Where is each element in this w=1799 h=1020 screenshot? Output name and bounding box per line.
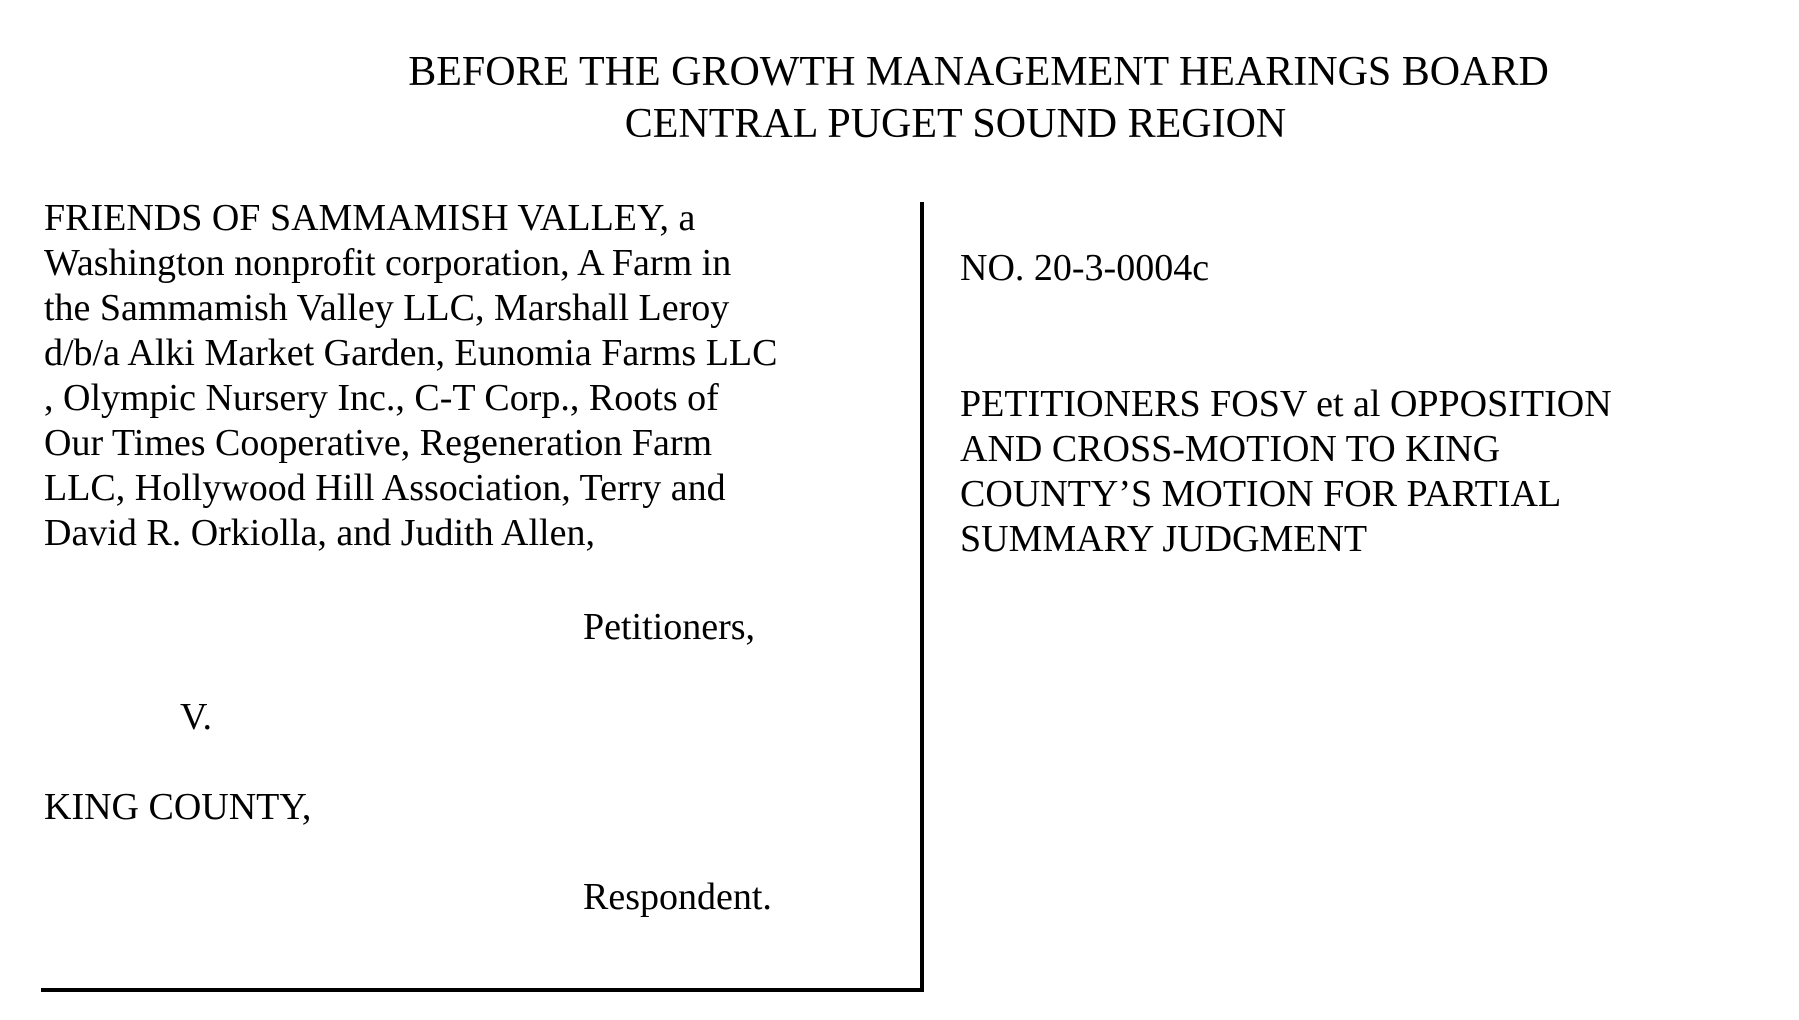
petitioners-caption-line: Our Times Cooperative, Regeneration Farm: [44, 422, 713, 464]
petitioners-caption-line: David R. Orkiolla, and Judith Allen,: [44, 512, 595, 554]
versus-label: V.: [180, 696, 213, 738]
petitioners-caption-line: the Sammamish Valley LLC, Marshall Leroy: [44, 287, 730, 329]
case-number: NO. 20-3-0004c: [960, 247, 1210, 289]
petitioners-role-label: Petitioners,: [583, 606, 756, 648]
document-title-line: SUMMARY JUDGMENT: [960, 518, 1368, 560]
document-title: [960, 382, 1612, 562]
petitioners-caption-line: d/b/a Alki Market Garden, Eunomia Farms LLC: [44, 332, 778, 374]
caption-bottom-divider: [41, 988, 924, 992]
respondent-name: KING COUNTY,: [44, 786, 312, 828]
petitioners-caption: [44, 196, 914, 556]
petitioners-caption-line: Washington nonprofit corporation, A Farm in: [44, 242, 732, 284]
caption-vertical-divider: [920, 202, 924, 992]
petitioners-caption-line: FRIENDS OF SAMMAMISH VALLEY, a: [44, 197, 696, 239]
board-heading: [0, 46, 1799, 150]
document-title-line: PETITIONERS FOSV et al OPPOSITION: [960, 383, 1612, 425]
petitioners-caption-line: LLC, Hollywood Hill Association, Terry and: [44, 467, 726, 509]
petitioners-caption-line: , Olympic Nursery Inc., C-T Corp., Roots of: [44, 377, 719, 419]
board-heading-line-2: CENTRAL PUGET SOUND REGION: [624, 101, 1287, 147]
document-title-line: COUNTY’S MOTION FOR PARTIAL: [960, 473, 1562, 515]
document-title-line: AND CROSS-MOTION TO KING: [960, 428, 1501, 470]
board-heading-line-1: BEFORE THE GROWTH MANAGEMENT HEARINGS BOARD: [408, 49, 1549, 95]
respondent-role-label: Respondent.: [583, 876, 772, 918]
